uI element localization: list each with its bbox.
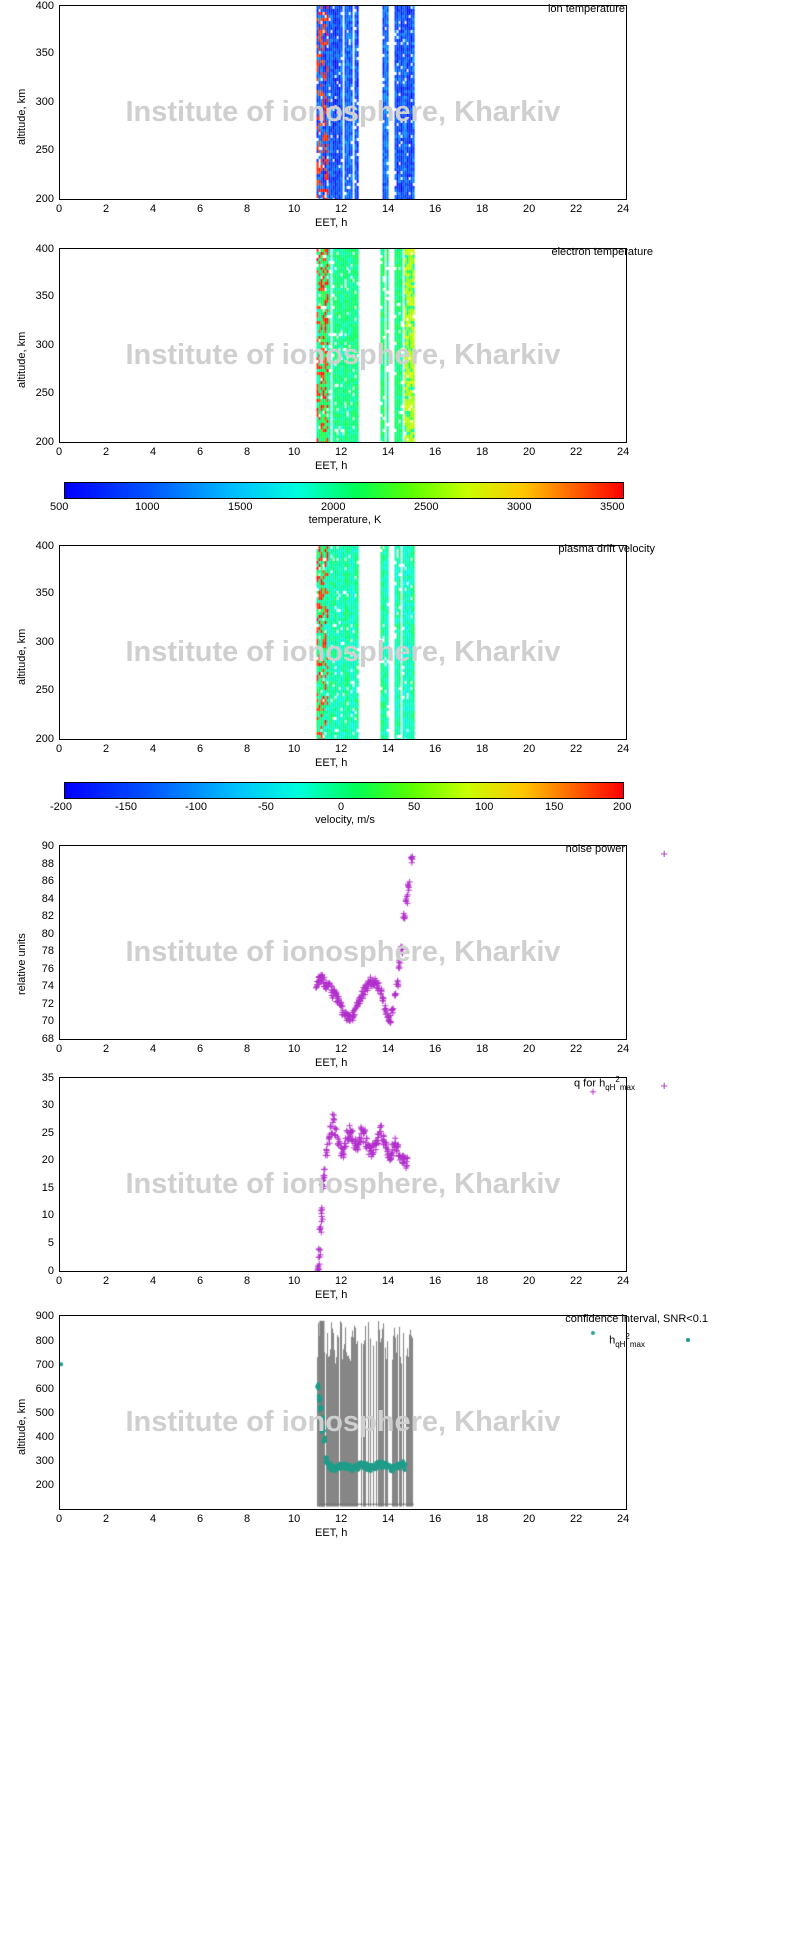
x-tick-3-5: 10 bbox=[288, 743, 301, 755]
y-tick-4-3: 74 bbox=[41, 980, 54, 992]
x-tick-4-12: 24 bbox=[617, 1043, 630, 1055]
heatmap-electron-temperature bbox=[60, 249, 626, 442]
x-tick-4-2: 4 bbox=[150, 1043, 157, 1055]
y-tick-4-4: 76 bbox=[41, 963, 54, 975]
y-tick-2-3: 350 bbox=[35, 290, 54, 302]
y-axis-label-3: altitude, km bbox=[16, 628, 28, 685]
cb2-tick-8: 200 bbox=[613, 801, 632, 813]
y-tick-3-0: 200 bbox=[35, 733, 54, 745]
x-tick-6-9: 18 bbox=[476, 1513, 489, 1525]
y-tick-4-6: 80 bbox=[41, 928, 54, 940]
x-tick-6-7: 14 bbox=[382, 1513, 395, 1525]
x-tick-1-3: 6 bbox=[197, 203, 204, 215]
cb2-tick-2: -100 bbox=[185, 801, 208, 813]
cb2-tick-0: -200 bbox=[50, 801, 73, 813]
x-tick-5-9: 18 bbox=[476, 1275, 489, 1287]
x-tick-6-6: 12 bbox=[335, 1513, 348, 1525]
x-tick-2-8: 16 bbox=[429, 446, 442, 458]
x-tick-1-9: 18 bbox=[476, 203, 489, 215]
x-tick-1-5: 10 bbox=[288, 203, 301, 215]
cb2-tick-5: 50 bbox=[408, 801, 421, 813]
x-tick-4-5: 10 bbox=[288, 1043, 301, 1055]
x-tick-1-2: 4 bbox=[150, 203, 157, 215]
y-axis-label-1: altitude, km bbox=[16, 88, 28, 145]
y-axis-label-4: relative units bbox=[16, 933, 28, 995]
x-tick-3-9: 18 bbox=[476, 743, 489, 755]
x-tick-2-11: 22 bbox=[570, 446, 583, 458]
y-tick-6-4: 600 bbox=[35, 1383, 54, 1395]
x-tick-5-3: 6 bbox=[197, 1275, 204, 1287]
panel-title-4: noise power bbox=[565, 843, 625, 855]
y-tick-4-9: 86 bbox=[41, 875, 54, 887]
y-tick-4-8: 84 bbox=[41, 893, 54, 905]
x-tick-4-6: 12 bbox=[335, 1043, 348, 1055]
x-tick-6-11: 22 bbox=[570, 1513, 583, 1525]
x-tick-3-4: 8 bbox=[244, 743, 251, 755]
legend-marker-noise-power: + bbox=[660, 846, 668, 861]
panel-q-for-hqh2max bbox=[0, 1072, 800, 1304]
y-tick-2-4: 400 bbox=[35, 243, 54, 255]
x-tick-5-4: 8 bbox=[244, 1275, 251, 1287]
x-tick-2-0: 0 bbox=[56, 446, 63, 458]
y-tick-6-7: 900 bbox=[35, 1310, 54, 1322]
x-tick-1-11: 22 bbox=[570, 203, 583, 215]
y-tick-1-3: 350 bbox=[35, 47, 54, 59]
x-tick-3-10: 20 bbox=[523, 743, 536, 755]
x-tick-6-8: 16 bbox=[429, 1513, 442, 1525]
y-tick-6-6: 800 bbox=[35, 1335, 54, 1347]
x-tick-1-1: 2 bbox=[103, 203, 110, 215]
y-tick-5-7: 35 bbox=[41, 1072, 54, 1084]
x-tick-4-7: 14 bbox=[382, 1043, 395, 1055]
x-tick-1-4: 8 bbox=[244, 203, 251, 215]
x-tick-3-8: 16 bbox=[429, 743, 442, 755]
y-tick-5-1: 5 bbox=[47, 1237, 54, 1249]
colorbar-temperature bbox=[0, 482, 800, 528]
x-tick-2-3: 6 bbox=[197, 446, 204, 458]
y-tick-3-3: 350 bbox=[35, 587, 54, 599]
legend-label-sub: qH bbox=[615, 1339, 626, 1349]
x-tick-6-4: 8 bbox=[244, 1513, 251, 1525]
x-tick-5-1: 2 bbox=[103, 1275, 110, 1287]
cb1-tick-3: 2000 bbox=[321, 501, 346, 513]
cb2-tick-1: -150 bbox=[115, 801, 138, 813]
x-tick-3-2: 4 bbox=[150, 743, 157, 755]
x-axis-label-1: EET, h bbox=[315, 217, 348, 229]
x-tick-1-0: 0 bbox=[56, 203, 63, 215]
panel-title-2: electron temperature bbox=[551, 246, 653, 258]
panel-title-6: confidence interval, SNR<0.1 bbox=[565, 1313, 708, 1325]
x-tick-3-12: 24 bbox=[617, 743, 630, 755]
heatmap-plasma-drift-velocity bbox=[60, 546, 626, 739]
x-tick-3-3: 6 bbox=[197, 743, 204, 755]
x-tick-5-5: 10 bbox=[288, 1275, 301, 1287]
cb1-tick-1: 1000 bbox=[135, 501, 160, 513]
y-tick-3-4: 400 bbox=[35, 540, 54, 552]
legend-marker-q: + bbox=[660, 1078, 668, 1093]
x-tick-5-12: 24 bbox=[617, 1275, 630, 1287]
x-tick-5-2: 4 bbox=[150, 1275, 157, 1287]
x-tick-4-9: 18 bbox=[476, 1043, 489, 1055]
y-axis-label-2: altitude, km bbox=[16, 331, 28, 388]
x-tick-2-2: 4 bbox=[150, 446, 157, 458]
panel-plasma-drift-velocity bbox=[0, 540, 800, 772]
x-tick-4-3: 6 bbox=[197, 1043, 204, 1055]
scatter-q-for-hqh2max bbox=[60, 1078, 626, 1271]
colorbar-title-temperature: temperature, K bbox=[308, 514, 382, 526]
x-tick-5-11: 22 bbox=[570, 1275, 583, 1287]
scatter-confidence-interval bbox=[60, 1316, 626, 1509]
y-axis-label-6: altitude, km bbox=[16, 1398, 28, 1455]
y-tick-6-0: 200 bbox=[35, 1479, 54, 1491]
y-tick-4-7: 82 bbox=[41, 910, 54, 922]
x-tick-1-7: 14 bbox=[382, 203, 395, 215]
x-tick-5-0: 0 bbox=[56, 1275, 63, 1287]
panel-title-1: ion temperature bbox=[547, 3, 625, 15]
watermark: Institute of ionosphere, Kharkiv bbox=[125, 339, 561, 371]
cb2-tick-7: 150 bbox=[545, 801, 564, 813]
panel-title-5-sub: qH bbox=[605, 1082, 616, 1092]
watermark: Institute of ionosphere, Kharkiv bbox=[125, 96, 561, 128]
x-tick-1-8: 16 bbox=[429, 203, 442, 215]
cb2-tick-4: 0 bbox=[338, 801, 345, 813]
cb2-tick-3: -50 bbox=[258, 801, 274, 813]
watermark: Institute of ionosphere, Kharkiv bbox=[125, 1168, 561, 1200]
x-axis-label-4: EET, h bbox=[315, 1057, 348, 1069]
panel-title-5-sub2: max bbox=[619, 1082, 635, 1092]
y-tick-6-2: 400 bbox=[35, 1431, 54, 1443]
panel-title-3: plasma drift velocity bbox=[558, 543, 655, 555]
x-tick-2-7: 14 bbox=[382, 446, 395, 458]
x-tick-6-1: 2 bbox=[103, 1513, 110, 1525]
cb1-tick-4: 2500 bbox=[414, 501, 439, 513]
x-tick-4-0: 0 bbox=[56, 1043, 63, 1055]
x-tick-6-5: 10 bbox=[288, 1513, 301, 1525]
panel-title-5-main: q for h bbox=[574, 1077, 606, 1090]
x-axis-label-2: EET, h bbox=[315, 460, 348, 472]
panel-title-5-sup: 2 bbox=[615, 1075, 620, 1084]
y-tick-1-4: 400 bbox=[35, 0, 54, 12]
heatmap-ion-temperature bbox=[60, 6, 626, 199]
y-tick-2-2: 300 bbox=[35, 339, 54, 351]
x-tick-4-11: 22 bbox=[570, 1043, 583, 1055]
cb1-tick-2: 1500 bbox=[228, 501, 253, 513]
watermark: Institute of ionosphere, Kharkiv bbox=[125, 1406, 561, 1438]
y-tick-4-11: 90 bbox=[41, 840, 54, 852]
cb2-tick-6: 100 bbox=[475, 801, 494, 813]
y-tick-1-2: 300 bbox=[35, 96, 54, 108]
x-tick-6-12: 24 bbox=[617, 1513, 630, 1525]
legend-label-sub2: max bbox=[629, 1339, 645, 1349]
y-tick-3-2: 300 bbox=[35, 636, 54, 648]
y-tick-5-0: 0 bbox=[47, 1265, 54, 1277]
y-tick-5-6: 30 bbox=[41, 1099, 54, 1111]
x-tick-3-7: 14 bbox=[382, 743, 395, 755]
x-tick-2-10: 20 bbox=[523, 446, 536, 458]
legend-marker-hqh2max bbox=[686, 1338, 690, 1342]
scatter-noise-power bbox=[60, 846, 626, 1039]
panel-electron-temperature bbox=[0, 243, 800, 475]
y-tick-5-5: 25 bbox=[41, 1127, 54, 1139]
colorbar-title-velocity: velocity, m/s bbox=[315, 814, 375, 826]
x-tick-3-11: 22 bbox=[570, 743, 583, 755]
legend-label-sup: 2 bbox=[625, 1332, 630, 1341]
panel-confidence-interval bbox=[0, 1310, 800, 1550]
x-tick-2-5: 10 bbox=[288, 446, 301, 458]
y-tick-4-2: 72 bbox=[41, 998, 54, 1010]
x-tick-5-6: 12 bbox=[335, 1275, 348, 1287]
y-tick-5-4: 20 bbox=[41, 1154, 54, 1166]
x-tick-4-1: 2 bbox=[103, 1043, 110, 1055]
watermark: Institute of ionosphere, Kharkiv bbox=[125, 636, 561, 668]
x-tick-4-4: 8 bbox=[244, 1043, 251, 1055]
panel-ion-temperature bbox=[0, 0, 800, 232]
x-tick-1-6: 12 bbox=[335, 203, 348, 215]
x-tick-5-10: 20 bbox=[523, 1275, 536, 1287]
x-tick-2-4: 8 bbox=[244, 446, 251, 458]
y-tick-6-3: 500 bbox=[35, 1407, 54, 1419]
x-tick-6-0: 0 bbox=[56, 1513, 63, 1525]
panel-noise-power bbox=[0, 840, 800, 1072]
y-tick-2-0: 200 bbox=[35, 436, 54, 448]
y-tick-1-0: 200 bbox=[35, 193, 54, 205]
y-tick-3-1: 250 bbox=[35, 684, 54, 696]
y-tick-4-0: 68 bbox=[41, 1033, 54, 1045]
panel-title-5 bbox=[574, 1075, 635, 1092]
x-axis-label-6: EET, h bbox=[315, 1527, 348, 1539]
x-tick-2-12: 24 bbox=[617, 446, 630, 458]
x-tick-1-10: 20 bbox=[523, 203, 536, 215]
x-tick-2-6: 12 bbox=[335, 446, 348, 458]
legend-label-hqh2max bbox=[609, 1332, 645, 1349]
x-tick-5-7: 14 bbox=[382, 1275, 395, 1287]
temperature-colorbar-gradient bbox=[64, 482, 624, 499]
legend-label-main: h bbox=[609, 1334, 616, 1347]
x-tick-4-10: 20 bbox=[523, 1043, 536, 1055]
x-tick-3-0: 0 bbox=[56, 743, 63, 755]
y-tick-4-5: 78 bbox=[41, 945, 54, 957]
x-tick-3-6: 12 bbox=[335, 743, 348, 755]
cb1-tick-5: 3000 bbox=[507, 501, 532, 513]
y-tick-5-3: 15 bbox=[41, 1182, 54, 1194]
y-tick-6-5: 700 bbox=[35, 1359, 54, 1371]
watermark: Institute of ionosphere, Kharkiv bbox=[125, 936, 561, 968]
y-tick-1-1: 250 bbox=[35, 144, 54, 156]
x-tick-6-10: 20 bbox=[523, 1513, 536, 1525]
x-tick-4-8: 16 bbox=[429, 1043, 442, 1055]
y-tick-4-10: 88 bbox=[41, 858, 54, 870]
x-axis-label-5: EET, h bbox=[315, 1289, 348, 1301]
x-tick-3-1: 2 bbox=[103, 743, 110, 755]
velocity-colorbar-gradient bbox=[64, 782, 624, 799]
x-axis-label-3: EET, h bbox=[315, 757, 348, 769]
x-tick-1-12: 24 bbox=[617, 203, 630, 215]
x-tick-5-8: 16 bbox=[429, 1275, 442, 1287]
x-tick-6-3: 6 bbox=[197, 1513, 204, 1525]
y-tick-5-2: 10 bbox=[41, 1209, 54, 1221]
x-tick-6-2: 4 bbox=[150, 1513, 157, 1525]
y-tick-6-1: 300 bbox=[35, 1455, 54, 1467]
y-tick-2-1: 250 bbox=[35, 387, 54, 399]
x-tick-2-1: 2 bbox=[103, 446, 110, 458]
cb1-tick-0: 500 bbox=[50, 501, 69, 513]
cb1-tick-6: 3500 bbox=[600, 501, 625, 513]
y-tick-4-1: 70 bbox=[41, 1015, 54, 1027]
x-tick-2-9: 18 bbox=[476, 446, 489, 458]
colorbar-velocity bbox=[0, 782, 800, 828]
